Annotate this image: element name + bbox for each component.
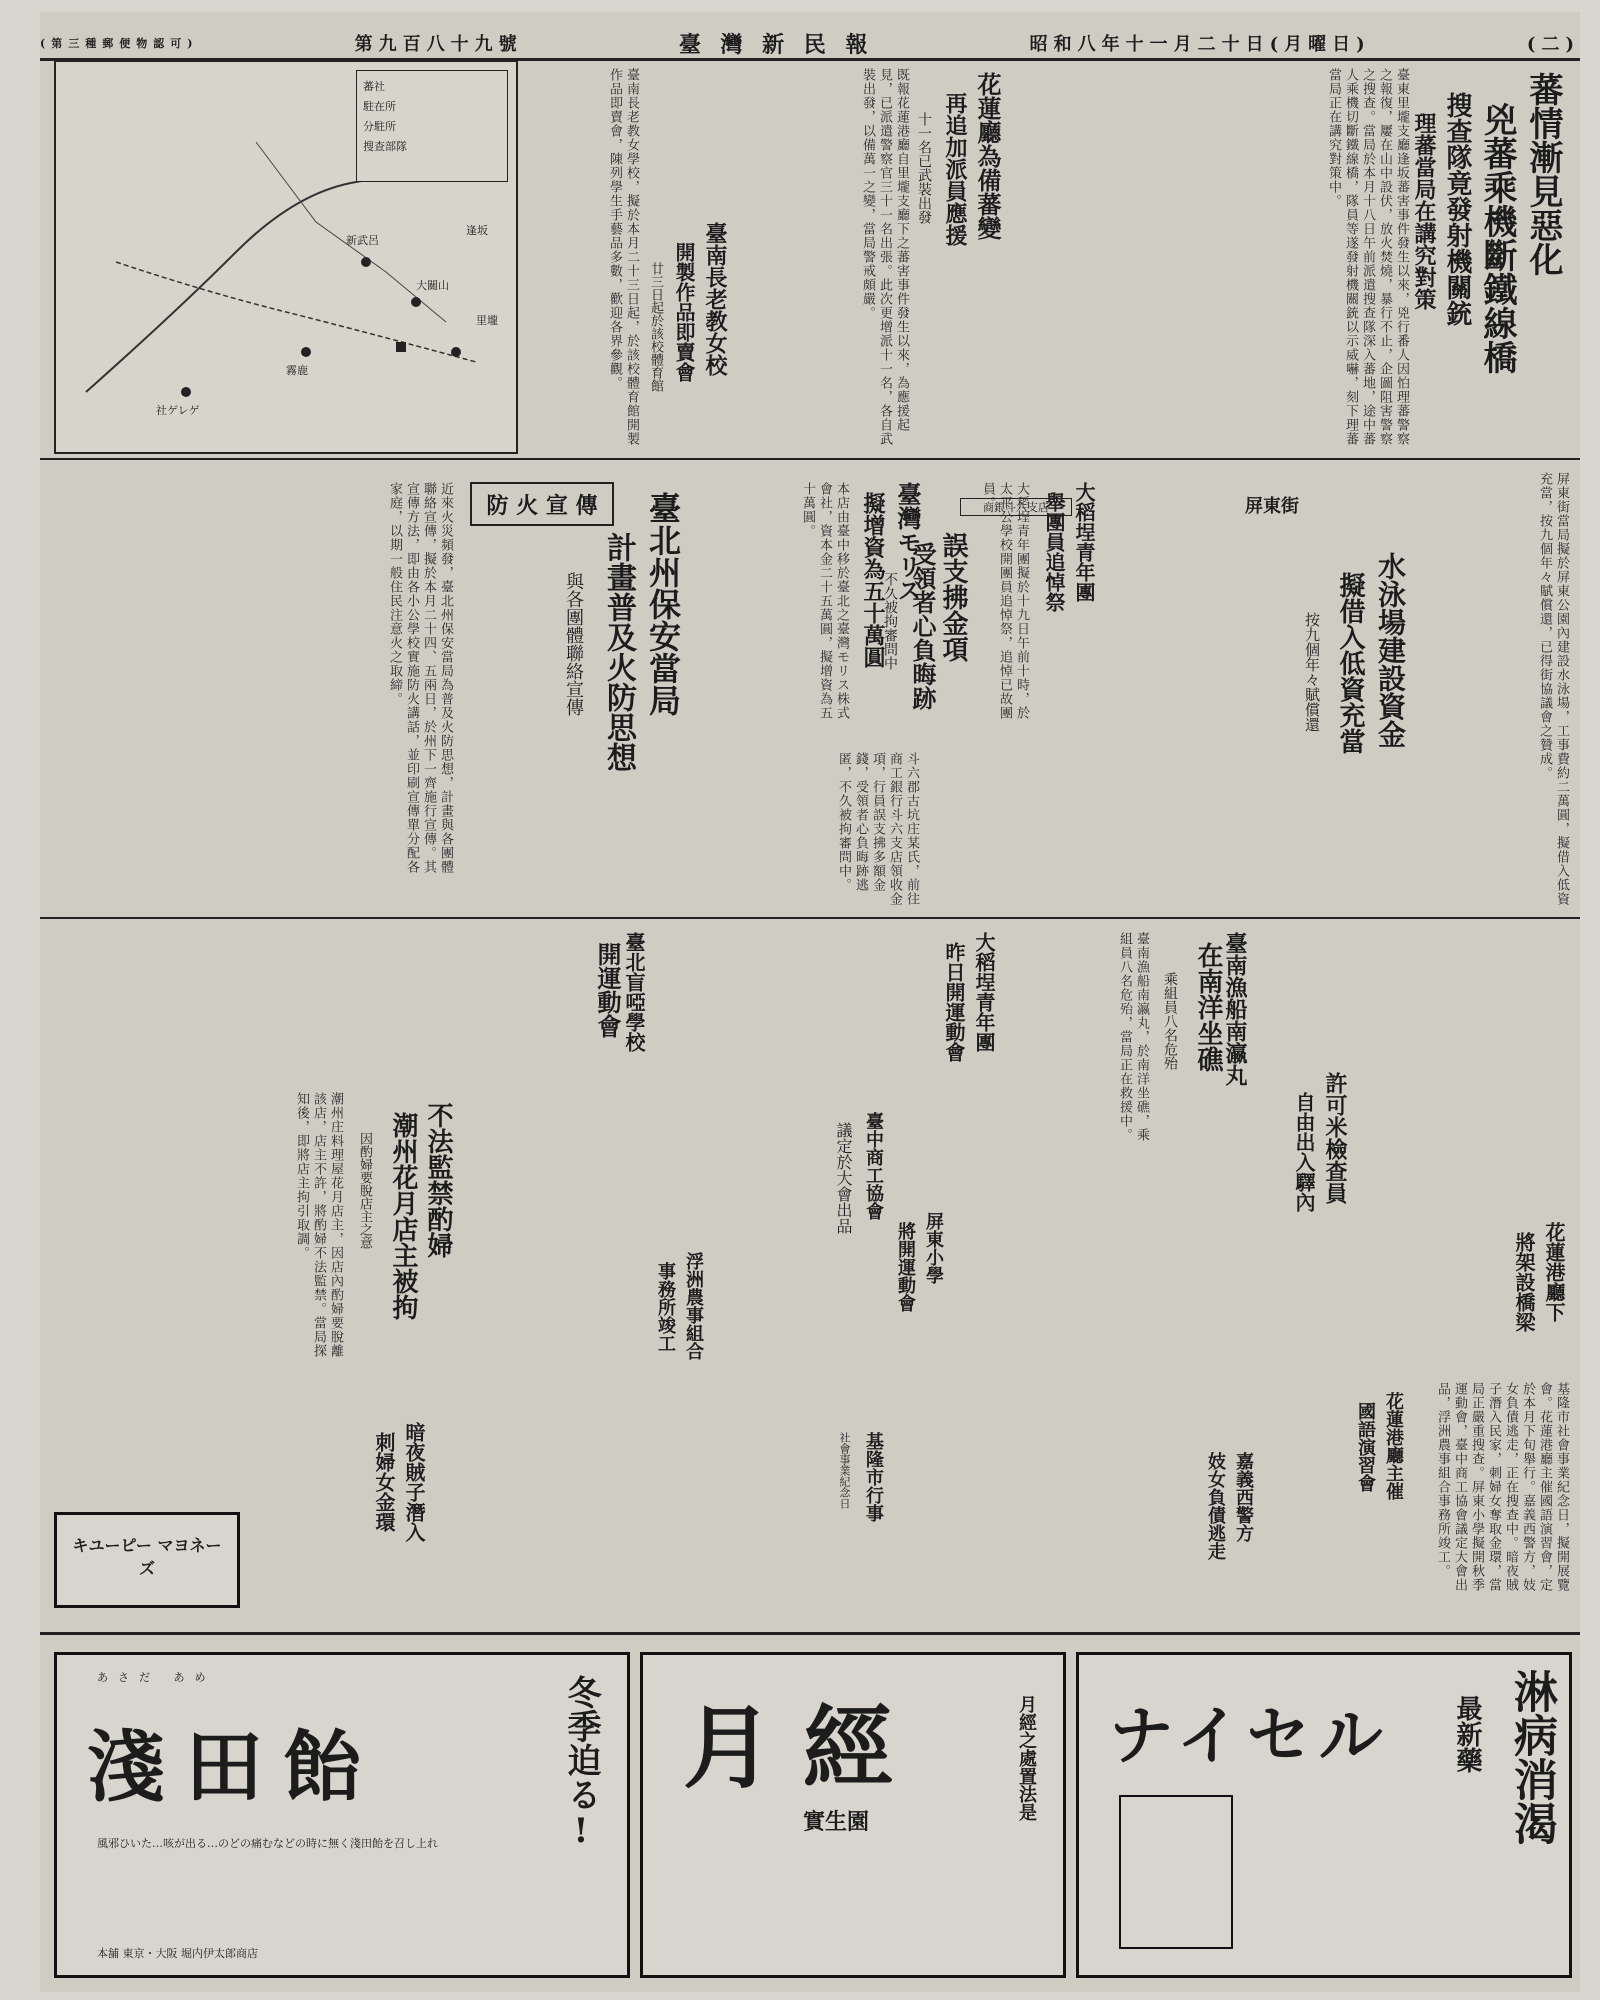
map-legend xyxy=(356,70,508,182)
commerce-title: 臺中商工協會 xyxy=(863,1112,884,1220)
gekkei-ad xyxy=(640,1652,1066,1978)
village-marker xyxy=(361,257,371,267)
tainan-school-title: 臺南長老教女校 xyxy=(702,222,728,376)
issue-number: 第九百八十九號 xyxy=(354,34,523,55)
fire-prevention-label: 防 火 宣 傳 xyxy=(470,482,614,526)
pingtung-subtitle: 將開運動會 xyxy=(895,1222,916,1312)
map-label: 大關山 xyxy=(416,279,449,292)
newspaper-title: 臺 灣 新 民 報 xyxy=(678,31,874,58)
sports-title: 大稻埕青年團 xyxy=(972,932,996,1052)
hualien-lang-subtitle: 國語演習會 xyxy=(1355,1402,1376,1492)
morisu-body: 本店由臺中移於臺北之臺灣モリス株式會社，資本金二十五萬圓，擬增資為五十萬圓。 xyxy=(800,482,849,720)
village-marker xyxy=(411,297,421,307)
hualien-title: 花蓮廳為備蕃變 xyxy=(973,72,1002,240)
page-number: (二) xyxy=(1526,34,1580,55)
swimming-note: 按九個年々賦償還 xyxy=(1303,612,1321,732)
fishing-subtitle: 在南洋坐礁 xyxy=(1193,942,1223,1072)
tainan-school-subtitle: 開製作品即賣會 xyxy=(672,242,696,382)
tainan-school-body: 臺南長老教女學校，擬於本月二十三日起，於該校體育館開製作品即賣會，陳列學生手藝品多數，歡迎各界參觀。 xyxy=(607,68,639,446)
fire-note: 與各團體聯絡宣傳 xyxy=(563,572,584,716)
hualien-lang-title: 花蓮港廳主催 xyxy=(1383,1392,1404,1500)
farm-subtitle: 事務所竣工 xyxy=(655,1262,676,1352)
deaf-school-subtitle: 開運動會 xyxy=(593,942,622,1038)
village-marker xyxy=(181,387,191,397)
legend-item: 駐在所 xyxy=(363,100,396,113)
dadaocheng-body: 大稻埕青年團擬於十九日午前十時，於太平公學校開團員追悼祭，追悼已故團員。 xyxy=(980,482,1029,720)
night-thief-subtitle: 刺婦女金環 xyxy=(372,1432,396,1532)
map-label: 逢坂 xyxy=(466,224,488,237)
chiayi-subtitle: 妓女負債逃走 xyxy=(1205,1452,1226,1560)
ad-rule xyxy=(40,1632,1580,1635)
rice-title: 許可米檢查員 xyxy=(1322,1072,1348,1204)
naiseru-brand: ナイセル xyxy=(1109,1699,1391,1774)
ame-brand: 淺田飴 xyxy=(87,1722,382,1813)
medicine-box-illustration xyxy=(1119,1795,1233,1949)
swimming-title: 水泳場建設資金 xyxy=(1374,552,1407,748)
section-rule xyxy=(40,458,1580,460)
pingtung-title: 屏東小學 xyxy=(923,1212,944,1284)
fishing-title: 臺南漁船南瀛丸 xyxy=(1222,932,1248,1086)
legend-item: 分駐所 xyxy=(363,120,396,133)
village-marker xyxy=(451,347,461,357)
village-marker xyxy=(301,347,311,357)
ame-copy: 風邪ひいた…咳が出る…のどの痛むなどの時に無く淺田飴を召し上れ xyxy=(97,1837,438,1850)
fire-subtitle: 計畫普及火防思想 xyxy=(601,532,636,772)
hualien-note: 十一名已武裝出發 xyxy=(916,112,932,224)
illegal-title: 不法監禁酌婦 xyxy=(423,1102,453,1258)
swimming-body: 屏東街當局擬於屏東公園內建設水泳場，工事費約二萬圓，擬借入低資充當，按九個年々賦償還，已得街協議會之贊成。 xyxy=(1537,472,1569,906)
embezzle-subtitle: 受領者心負晦跡 xyxy=(908,542,937,710)
swimming-location: 屏東街 xyxy=(1245,496,1299,517)
embezzle-title: 誤支拂金項 xyxy=(938,532,968,662)
embezzle-note: 不久被拘審問中 xyxy=(882,572,898,670)
main-subtitle-2: 理蕃當局在講究對策 xyxy=(1411,112,1437,310)
legend-item: 蕃社 xyxy=(363,80,385,93)
embezzle-body: 斗六郡古坑庄某氏，前往商工銀行斗六支店領收金項，行員誤支拂多額金錢，受領者心負晦跡逃匿，不久被拘審問中。 xyxy=(836,752,919,906)
dadaocheng-title: 大稻埕青年團 xyxy=(1072,482,1096,602)
illegal-note: 因酌婦要脫店主之意 xyxy=(357,1132,372,1249)
bridge-subtitle: 將架設橋梁 xyxy=(1512,1232,1536,1332)
morisu-title: 臺灣モリス xyxy=(893,482,922,602)
map-label: 里壠 xyxy=(476,314,498,327)
postal-notice: (第三種郵便物認可) xyxy=(40,37,199,50)
morisu-subtitle: 擬增資為五十萬圓 xyxy=(860,492,886,668)
sports-subtitle: 昨日開運動會 xyxy=(942,942,966,1062)
illegal-subtitle: 潮州花月店主被拘 xyxy=(388,1112,418,1320)
station-marker xyxy=(396,342,406,352)
main-kicker: 蕃情漸見惡化 xyxy=(1523,72,1563,276)
kewpie-brand: キユーピー マヨネーズ xyxy=(72,1536,222,1578)
rice-subtitle: 自由出入驛內 xyxy=(1292,1092,1316,1212)
ame-kana: あさだ あめ xyxy=(97,1671,216,1684)
commerce-subtitle: 議定於大會出品 xyxy=(834,1122,853,1234)
masthead xyxy=(40,30,1580,56)
fishing-body: 臺南漁船南瀛丸，於南洋坐礁，乘組員八名危殆，當局正在救援中。 xyxy=(1117,932,1149,1142)
bridge-title: 花蓮港廳下 xyxy=(1542,1222,1566,1322)
hualien-body: 既報花蓮港廳自里壠支廳下之蕃害事件發生以來，為應援起見，已派遣警察官三十一名出張。此次更增派十一名，各自武裝出發，以備萬一之變，當局警戒頗嚴。 xyxy=(860,68,909,446)
embezzle-shop: 商銀斗六支店 xyxy=(960,498,1072,516)
map-figure xyxy=(54,60,518,454)
naiseru-title: 淋病消渴 xyxy=(1506,1669,1557,1845)
section-rule xyxy=(40,917,1580,919)
main-title: 兇蕃乘機斷鐵線橋 xyxy=(1477,102,1517,374)
ame-slogan: 冬季迫る! xyxy=(561,1675,601,1851)
gekkei-sub: 實生園 xyxy=(803,1809,870,1835)
farm-title: 浮洲農事組合 xyxy=(683,1252,704,1360)
map-label: 社ゲレゲ xyxy=(156,404,200,417)
map-label: 新武呂 xyxy=(346,234,379,247)
swimming-subtitle: 擬借入低資充當 xyxy=(1335,572,1365,754)
asada-ame-ad xyxy=(54,1652,630,1978)
fire-title: 臺北州保安當局 xyxy=(644,492,682,716)
night-thief-title: 暗夜賊子潛入 xyxy=(402,1422,426,1542)
issue-date: 昭和八年十一月二十日(月曜日) xyxy=(1029,34,1371,55)
naiseru-sub: 最新藥 xyxy=(1452,1695,1482,1773)
dadaocheng-subtitle: 舉團員追悼祭 xyxy=(1042,492,1066,612)
naiseru-ad xyxy=(1076,1652,1572,1978)
main-subtitle: 搜查隊竟發射機關銃 xyxy=(1442,92,1472,326)
lower-news-columns: 基隆市社會事業紀念日，擬開展覽會。花蓮港廳主催國語演習會，定於本月下旬舉行。嘉義西警方，妓女負債逃走，正在搜查中。暗夜賊子潛入民家，刺婦女奪取金環，當局正嚴重搜查。屏東小學擬開秋季運動會，臺中商工協會議定大會出品，浮洲農事組合事務所竣工。 xyxy=(1435,1382,1569,1592)
chiayi-title: 嘉義西警方 xyxy=(1233,1452,1254,1542)
keelung-subtitle: 社會事業紀念日 xyxy=(838,1432,851,1509)
gekkei-copy: 月經之處置法是 xyxy=(1016,1695,1037,1821)
fire-body: 近來火災頻發，臺北州保安當局為普及火防思想，計畫與各團體聯絡宣傳，擬於本月二十四、五兩日，於州下一齊施行宣傳。其宣傳方法，即由各小公學校實施防火講話，並印刷宣傳單分配各家庭，以期一般住民注意火之取締。 xyxy=(387,482,453,874)
tainan-school-note: 廿三日起於該校體育館 xyxy=(648,262,663,392)
legend-item: 搜查部隊 xyxy=(363,140,407,153)
newspaper-page xyxy=(40,12,1580,1992)
fishing-note: 乘組員八名危殆 xyxy=(1162,972,1178,1070)
gekkei-brand: 月經 xyxy=(683,1695,923,1801)
main-article-body: 臺東里壠支廳逢坂蕃害事件發生以來，兇行番人因怕理蕃警察之報復，屢在山中設伏，放火焚燒，暴行不止，企圖阻害警察之搜查。當局於本月十八日午前派遣搜查隊深入蕃地，途中蕃人乘機切斷鐵線橋，隊員等遂發射機關銃以示威嚇，刻下理蕃當局正在講究對策中。 xyxy=(1326,68,1409,446)
map-label: 霧鹿 xyxy=(286,364,308,377)
keelung-title: 基隆市行事 xyxy=(863,1432,884,1522)
hualien-subtitle: 再追加派員應援 xyxy=(942,92,968,246)
ame-maker: 本舗 東京・大阪 堀内伊太郎商店 xyxy=(97,1947,258,1960)
illegal-body: 潮州庄料理屋花月店主，因店內酌婦要脫離該店，店主不許，將酌婦不法監禁。當局探知後，即將店主拘引取調。 xyxy=(294,1092,343,1358)
deaf-school-title: 臺北盲啞學校 xyxy=(622,932,646,1052)
kewpie-ad xyxy=(54,1512,240,1608)
